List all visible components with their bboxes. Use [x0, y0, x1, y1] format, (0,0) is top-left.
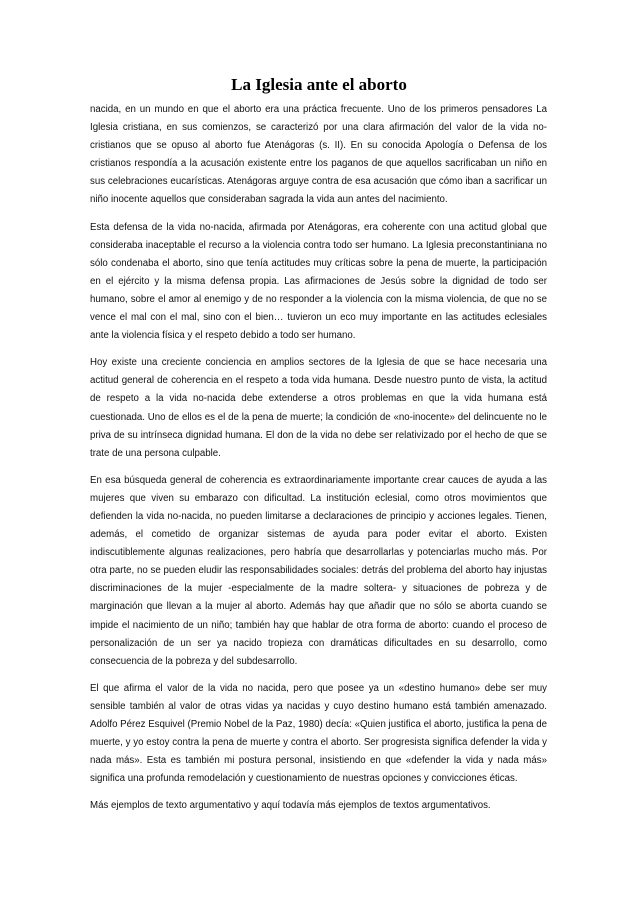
paragraph-5: El que afirma el valor de la vida no nacida, pero que posee ya un «destino humano» debe ser muy sensible también al valor de otras vidas ya nacidas y cuyo destino humano está también amenazado. Adolfo Pérez Esquivel (Premio Nobel de la Paz, 1980) decía: «Quien justifica el aborto, justifica la pena de muerte, y yo estoy contra la pena de muerte y contra el aborto. Ser progresista significa defender la vida y nada más». Esta es también mi postura personal, insistiendo en que «defender la vida y nada más» significa una profunda remodelación y cuestionamiento de nuestras opciones y convicciones éticas. — [90, 682, 547, 785]
document-body — [90, 101, 547, 824]
paragraph-3: Hoy existe una creciente conciencia en amplios sectores de la Iglesia de que se hace necesaria una actitud general de coherencia en el respeto a toda vida humana. Desde nuestro punto de vista, la actitud de respeto a la vida no-nacida debe extenderse a otros problemas en que la vida humana está cuestionada. Uno de ellos es el de la pena de muerte; la condición de «no-inocente» del delincuente no le priva de su intrínseca dignidad humana. El don de la vida no debe ser relativizado por el hecho de que se trate de una persona culpable. — [90, 357, 547, 459]
paragraph-4: En esa búsqueda general de coherencia es extraordinariamente importante crear cauces de ayuda a las mujeres que viven su embarazo con dificultad. La institución eclesial, como otros movimientos que defienden la vida no-nacida, no pueden limitarse a declaraciones de principio y acciones legales. Tienen, además, el cometido de organizar sistemas de ayuda para poder evitar el aborto. Existen indiscutiblemente algunas realizaciones, pero habría que desarrollarlas y potenciarlas mucho más. Por otra parte, no se pueden eludir las responsabilidades sociales: detrás del problema del aborto hay injustas discriminaciones de la mujer -especialmente de la madre soltera- y situaciones de pobreza y de marginación que llevan a la mujer al aborto. Además hay que añadir que no sólo se aborta cuando se impide el nacimiento de un niño; también hay que hablar de otra forma de aborto: cuando el proceso de personalización de un ser ya nacido tropieza con dramáticas dificultades en su desarrollo, como consecuencia de la pobreza y del subdesarrollo. — [90, 474, 547, 667]
paragraph-1: nacida, en un mundo en que el aborto era una práctica frecuente. Uno de los primeros pensadores La Iglesia cristiana, en sus comienzos, se caracterizó por una clara afirmación del valor de la vida no-cristianos que se opuso al aborto fue Atenágoras (s. II). En su conocida Apología o Defensa de los cristianos respondía a la acusación existente entre los paganos de que aquellos sacrificaban un niño en sus celebraciones eucarísticas. Atenágoras arguye contra de esa acusación que cómo iban a sacrificar un niño inocente aquellos que consideraban sagrada la vida aun antes del nacimiento. — [90, 104, 547, 206]
paragraph-6: Más ejemplos de texto argumentativo y aquí todavía más ejemplos de textos argumentativos. — [90, 800, 491, 812]
paragraph-2: Esta defensa de la vida no-nacida, afirmada por Atenágoras, era coherente con una actitud global que consideraba inaceptable el recurso a la violencia contra todo ser humano. La Iglesia preconstantiniana no sólo condenaba el aborto, sino que tenía actitudes muy críticas sobre la pena de muerte, la participación en el ejército y la misma defensa propia. Las afirmaciones de Jesús sobre la dignidad de todo ser humano, sobre el amor al enemigo y de no responder a la violencia con la misma violencia, de que no se vence el mal con el mal, sino con el bien… tuvieron un eco muy importante en las actitudes eclesiales ante la violencia física y el respeto debido a todo ser humano. — [90, 221, 547, 342]
document-title: La Iglesia ante el aborto — [231, 75, 407, 94]
